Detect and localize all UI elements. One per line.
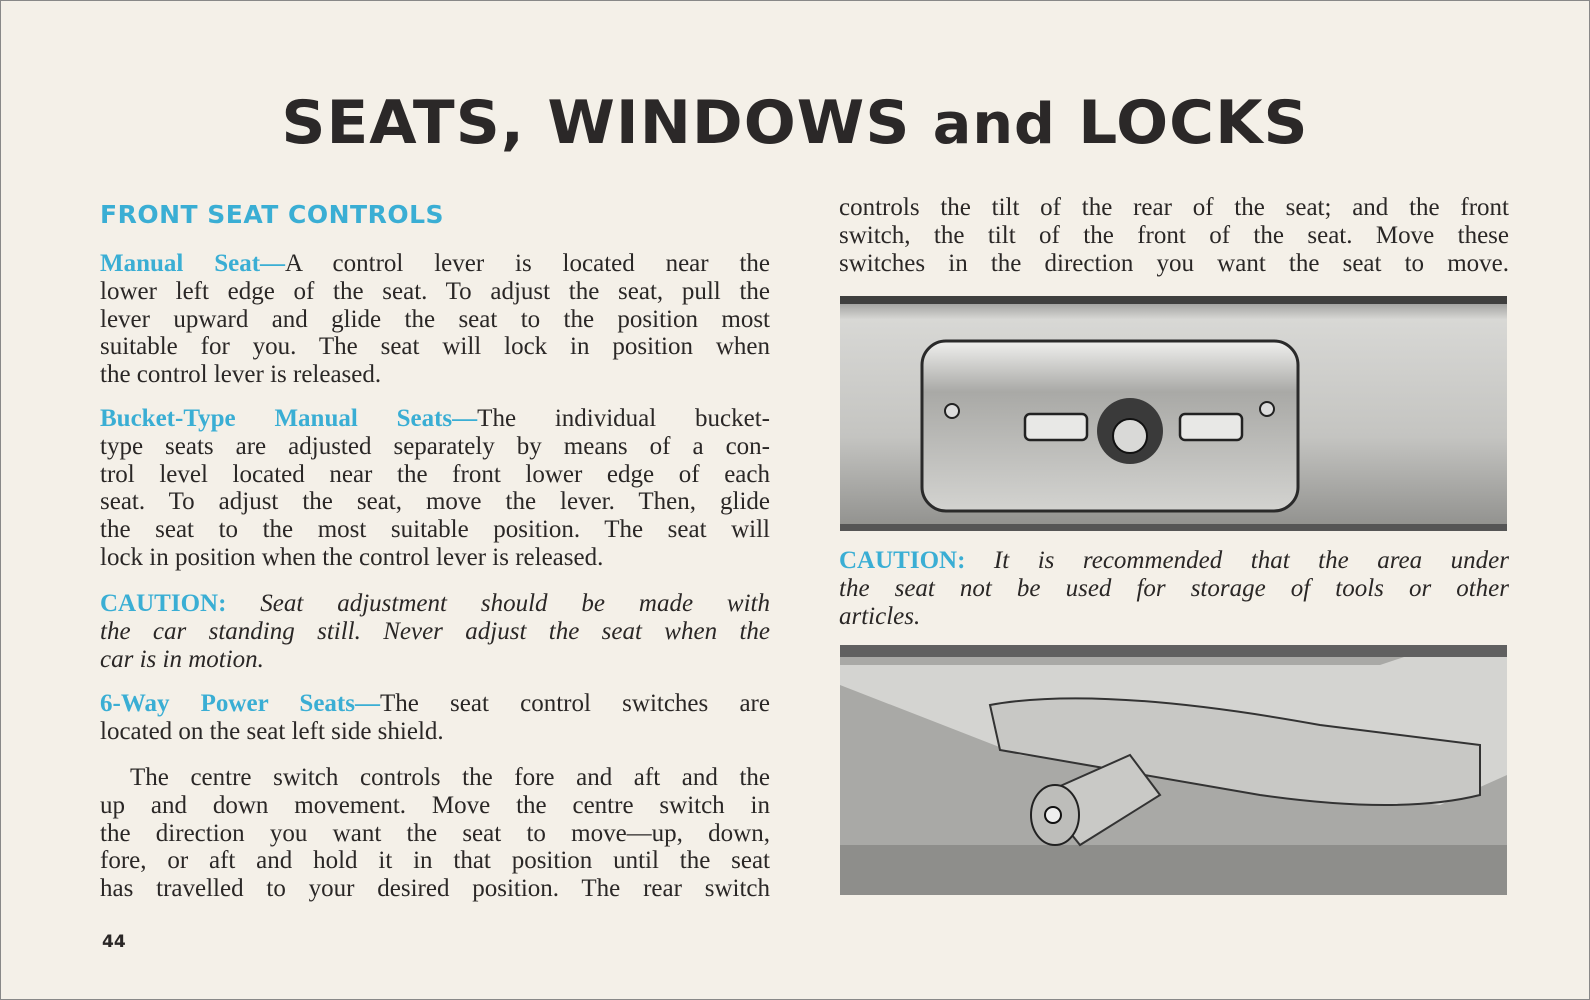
bucket-seats-paragraph [100, 405, 770, 572]
seat-side-shield-illustration [840, 645, 1507, 895]
page-number: 44 [102, 932, 126, 952]
power-seats-lead: 6-Way Power Seats— [100, 690, 380, 717]
line: car is in motion. [100, 645, 264, 673]
line: articles. [839, 602, 921, 630]
line [100, 590, 770, 618]
power-seats-paragraph [100, 690, 770, 746]
line [100, 250, 770, 278]
line: the control lever is released. [100, 361, 382, 389]
text: A control lever is located near the [285, 250, 770, 277]
line: the seat not be used for storage of tools or other [839, 574, 1509, 602]
line: seat. To adjust the seat, move the lever. Then, glide [100, 488, 770, 516]
line: up and down movement. Move the centre switch in [100, 791, 770, 819]
title-end: LOCKS [1055, 88, 1309, 158]
caution-paragraph-left [100, 590, 770, 673]
line: suitable for you. The seat will lock in position when [100, 333, 770, 361]
line: the seat to the most suitable position. The seat will [100, 516, 770, 544]
seat-switch-photo [840, 296, 1507, 531]
caution-label: CAUTION: [100, 590, 227, 617]
continued-paragraph [839, 194, 1509, 277]
caution-paragraph-right [839, 547, 1509, 630]
line [100, 405, 770, 433]
text: The seat control switches are [379, 690, 770, 717]
seat-switch-illustration [840, 296, 1507, 531]
line [100, 690, 770, 718]
text: Seat adjustment should be made with [226, 590, 770, 617]
line: lock in position when the control lever is released. [100, 543, 604, 571]
caution-label: CAUTION: [839, 547, 966, 574]
line: fore, or aft and hold it in that position until the seat [100, 847, 770, 875]
manual-seat-paragraph [100, 250, 770, 389]
line: located on the seat left side shield. [100, 717, 444, 745]
section-heading: FRONT SEAT CONTROLS [100, 200, 445, 229]
line: has travelled to your desired position. The rear switch [100, 875, 770, 903]
page-title [0, 88, 1590, 158]
title-and: and [932, 92, 1056, 157]
manual-seat-lead: Manual Seat— [100, 250, 286, 277]
text: It is recommended that the area under [965, 547, 1509, 574]
text: The individual bucket- [477, 405, 770, 432]
line: The centre switch controls the fore and aft and the [130, 764, 770, 791]
line: controls the tilt of the rear of the seat; and the front [839, 194, 1509, 221]
centre-switch-paragraph [100, 764, 770, 903]
line: trol level located near the front lower edge of each [100, 460, 770, 488]
line: type seats are adjusted separately by means of a con- [100, 432, 770, 460]
line: lever upward and glide the seat to the position most [100, 305, 770, 333]
seat-side-shield-photo [840, 645, 1507, 895]
bucket-seats-lead: Bucket-Type Manual Seats— [100, 405, 478, 432]
title-main: SEATS, WINDOWS [281, 88, 933, 158]
line [839, 547, 1509, 575]
line: switches in the direction you want the seat to move. [839, 249, 1509, 277]
line: switch, the tilt of the front of the seat. Move these [839, 221, 1509, 249]
line: the car standing still. Never adjust the seat when the [100, 617, 770, 645]
line: lower left edge of the seat. To adjust the seat, pull the [100, 277, 770, 305]
line: the direction you want the seat to move—up, down, [100, 819, 770, 847]
